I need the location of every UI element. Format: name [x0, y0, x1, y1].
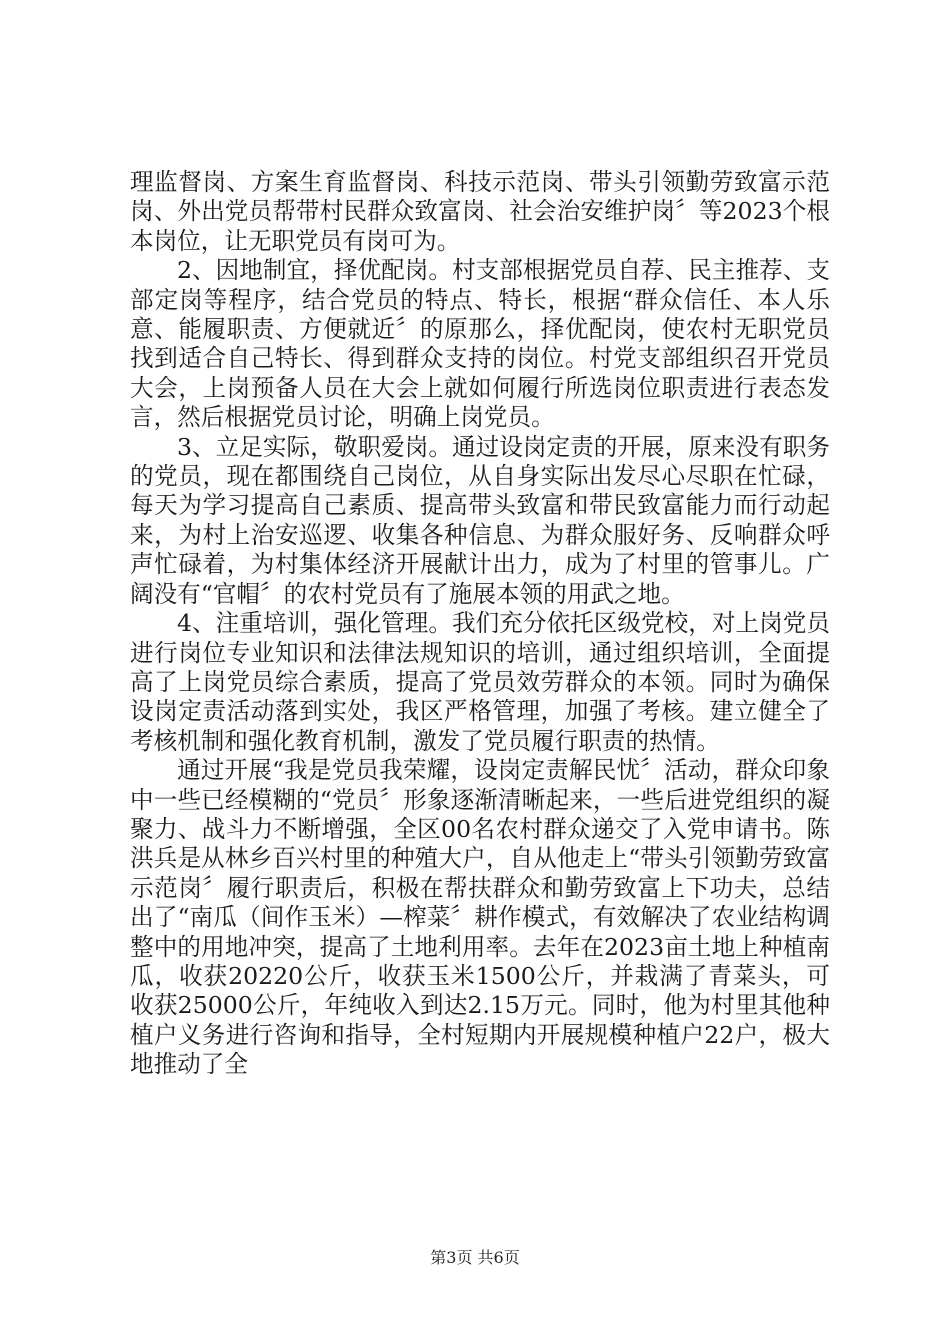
- page-footer: 第3页 共6页: [430, 1248, 520, 1267]
- paragraph-1: 理监督岗、方案生育监督岗、科技示范岗、带头引领勤劳致富示范岗、外出党员帮带村民群众致富岗、社会治安维护岗〞等2023个根本岗位，让无职党员有岗可为。: [130, 168, 830, 255]
- paragraph-4: 4、注重培训，强化管理。我们充分依托区级党校，对上岗党员进行岗位专业知识和法律法规知识的培训，通过组织培训，全面提高了上岗党员综合素质，提高了党员效劳群众的本领。同时为确保设岗定责活动落到实处，我区严格管理，加强了考核。建立健全了考核机制和强化教育机制，激发了党员履行职责的热情。: [130, 609, 830, 755]
- paragraph-5: 通过开展“我是党员我荣耀，设岗定责解民忧〞活动，群众印象中一些已经模糊的“党员〞形象逐渐清晰起来，一些后进党组织的凝聚力、战斗力不断增强，全区00名农村群众递交了入党申请书。陈洪兵是从林乡百兴村里的种殖大户，自从他走上“带头引领勤劳致富示范岗〞履行职责后，积极在帮扶群众和勤劳致富上下功夫，总结出了“南瓜（间作玉米）—榨菜〞耕作模式，有效解决了农业结构调整中的用地冲突，提高了土地利用率。去年在2023亩土地上种植南瓜，收获20220公斤，收获玉米1500公斤，并栽满了青菜头，可收获25000公斤，年纯收入到达2.15万元。同时，他为村里其他种植户义务进行咨询和指导，全村短期内开展规模种植户22户，极大地推动了全: [130, 756, 830, 1079]
- paragraph-3: 3、立足实际，敬职爱岗。通过设岗定责的开展，原来没有职务的党员，现在都围绕自己岗位，从自身实际出发尽心尽职在忙碌，每天为学习提高自己素质、提高带头致富和带民致富能力而行动起来，为村上治安巡逻、收集各种信息、为群众服好务、反响群众呼声忙碌着，为村集体经济开展献计出力，成为了村里的管事儿。广阔没有“官帽〞的农村党员有了施展本领的用武之地。: [130, 432, 830, 608]
- paragraph-2: 2、因地制宜，择优配岗。村支部根据党员自荐、民主推荐、支部定岗等程序，结合党员的特点、特长，根据“群众信任、本人乐意、能履职责、方便就近〞的原那么，择优配岗，使农村无职党员找到适合自己特长、得到群众支持的岗位。村党支部组织召开党员大会，上岗预备人员在大会上就如何履行所选岗位职责进行表态发言，然后根据党员讨论，明确上岗党员。: [130, 256, 830, 432]
- document-body: [130, 168, 830, 1080]
